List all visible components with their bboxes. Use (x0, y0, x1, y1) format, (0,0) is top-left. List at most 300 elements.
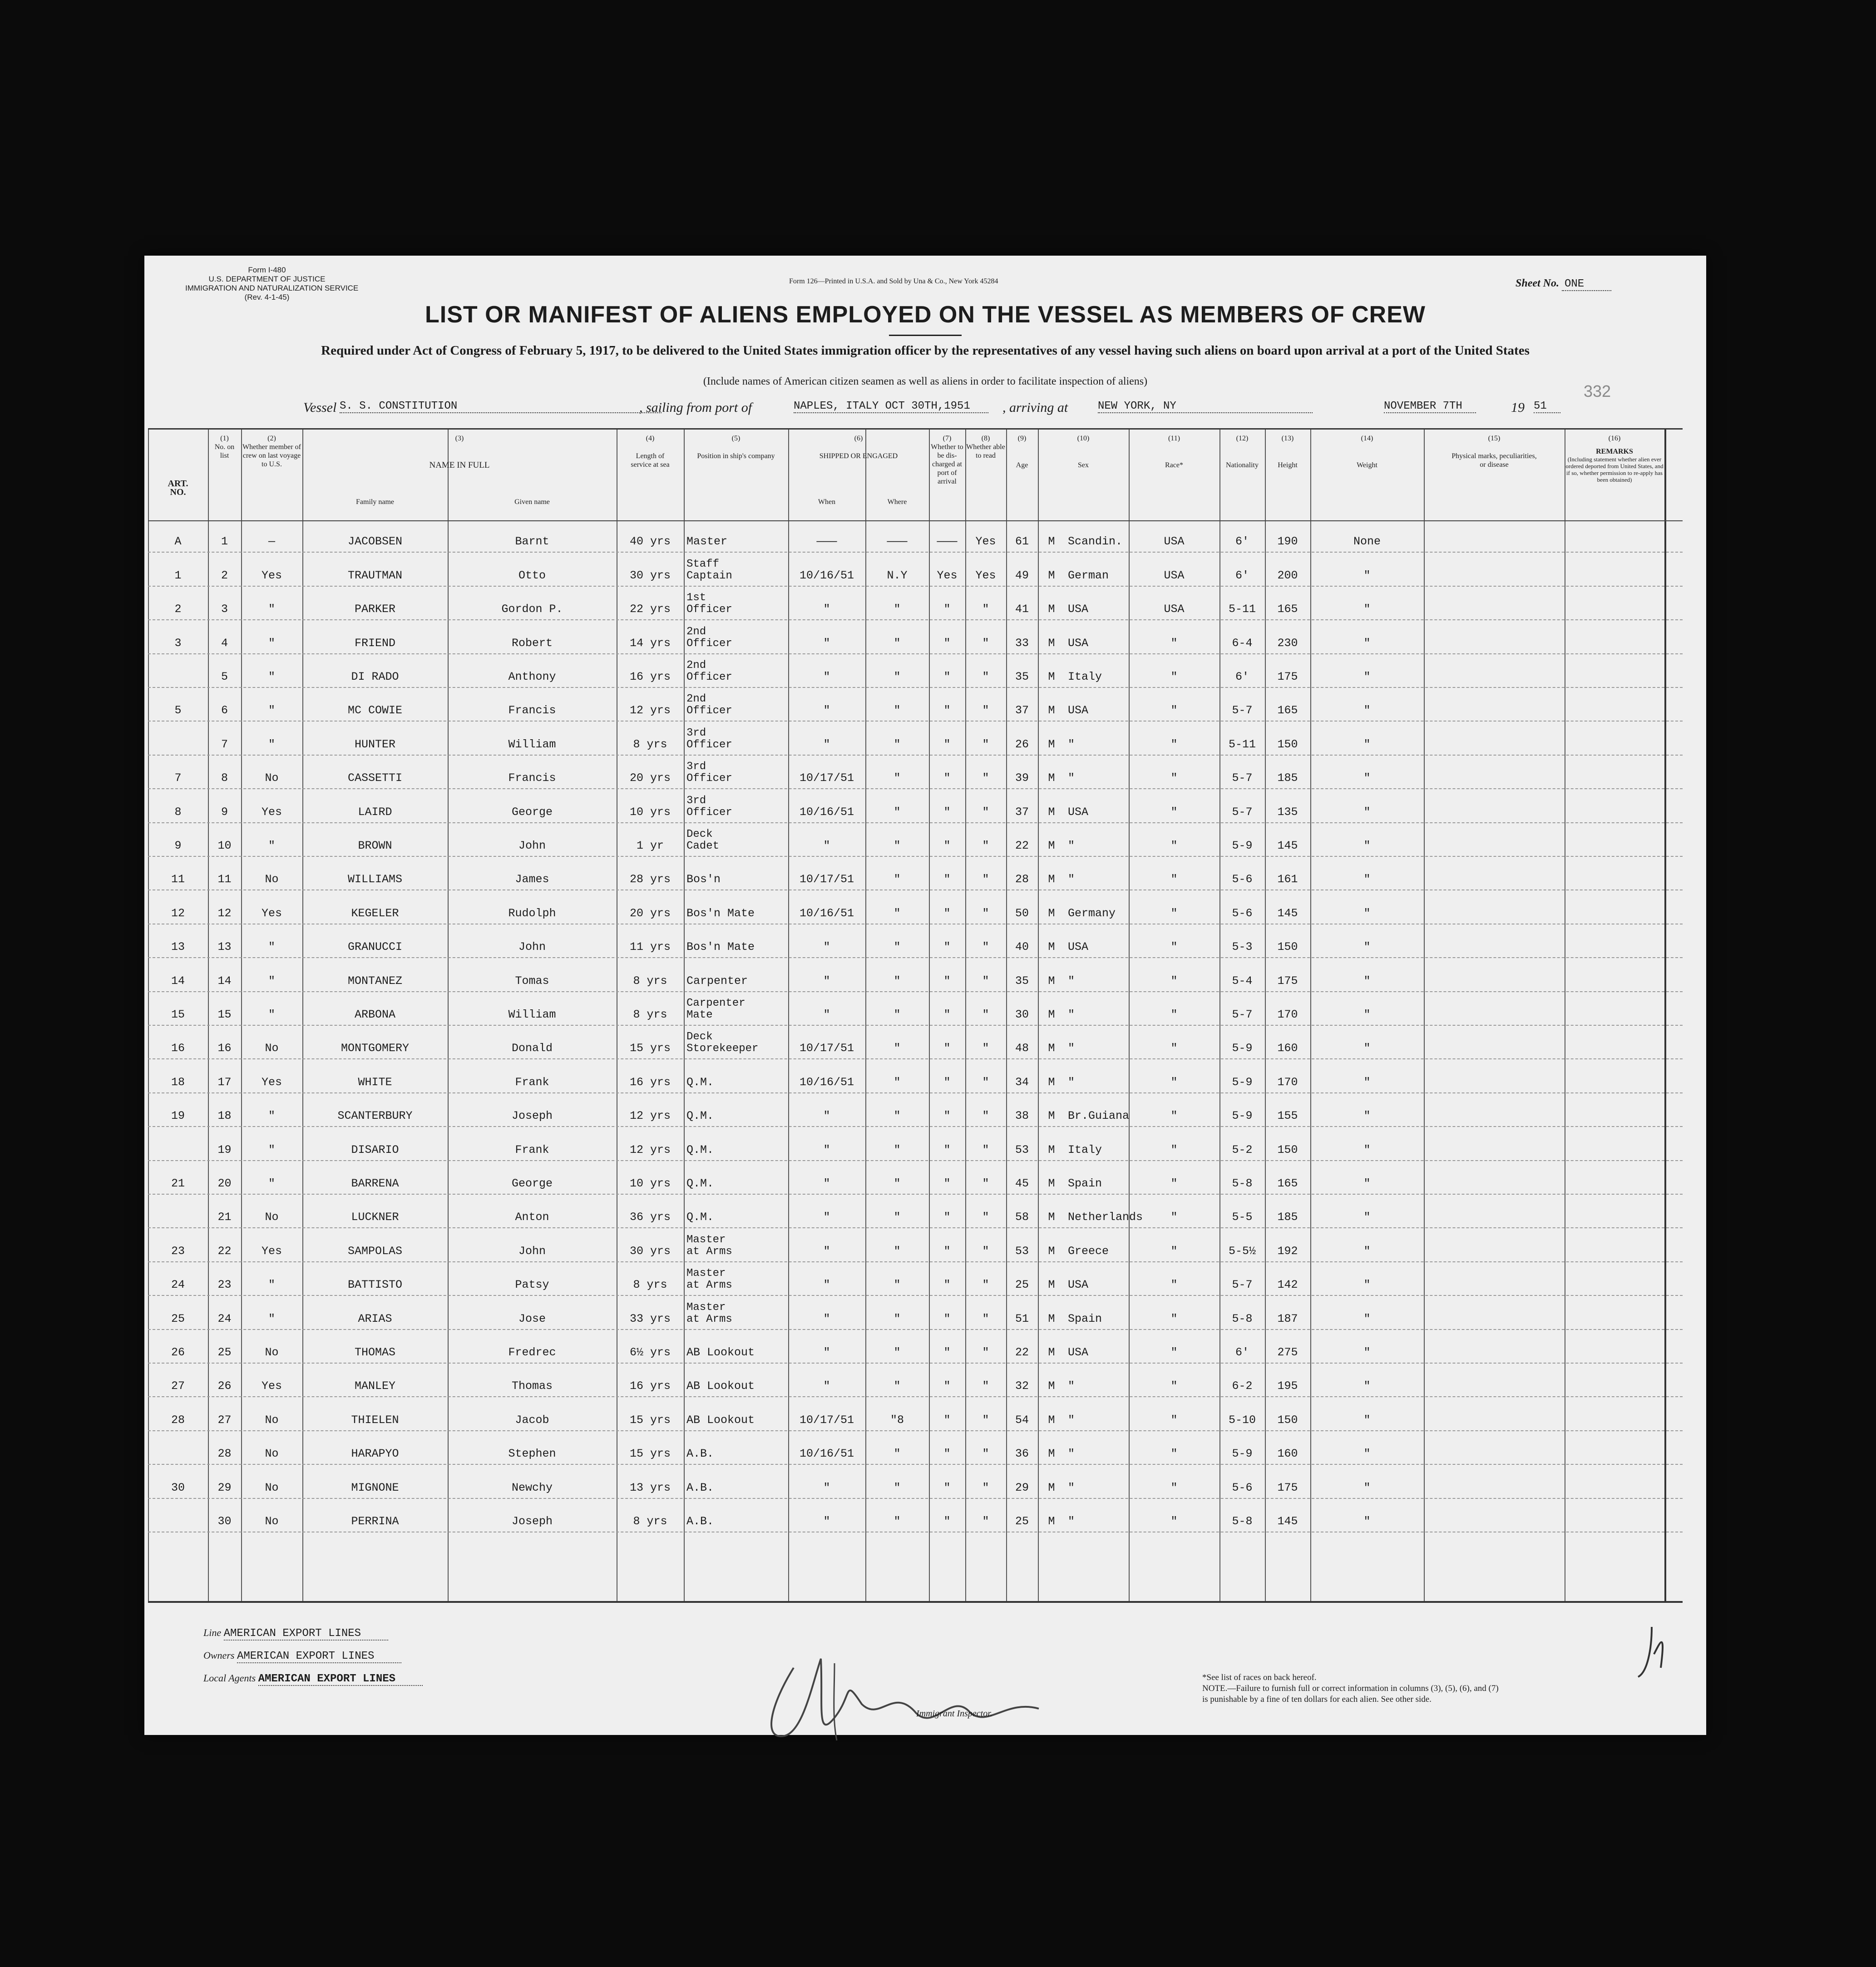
table-row (148, 1397, 1683, 1431)
table-row (148, 1431, 1683, 1465)
height-cell: 5-2 (1232, 1143, 1253, 1156)
column-title: SHIPPED OR ENGAGED (819, 452, 898, 460)
column-title: Race* (1165, 461, 1183, 469)
column-number: (2) (267, 435, 276, 442)
family-name-cell: TRAUTMAN (347, 568, 403, 582)
discharge-cell: " (943, 1143, 951, 1156)
requirement-text: Required under Act of Congress of February 5, 1917, to be delivered to the United States immigration officer by the representatives of any vessel having such aliens on board upon arrival at a port of the United States (321, 343, 1530, 358)
shipped-when-cell: " (823, 1278, 830, 1292)
header-list-no (208, 434, 241, 460)
column-number: (3) (455, 435, 464, 442)
nationality-cell: " (1170, 771, 1178, 785)
shipped-when-cell: " (823, 1514, 830, 1528)
list-no-cell: 3 (221, 603, 228, 616)
list-no-cell: 28 (217, 1447, 232, 1461)
position-cell: AB Lookout (686, 1413, 755, 1427)
service-cell: 30 yrs (629, 1244, 671, 1258)
position-cell: AB Lookout (686, 1379, 755, 1393)
nationality-cell: " (1170, 1278, 1178, 1292)
age-cell: 35 (1015, 670, 1029, 683)
physical-marks-cell: " (1363, 1514, 1371, 1528)
age-cell: 36 (1015, 1447, 1029, 1461)
last-voyage-cell: " (268, 636, 275, 650)
able-to-read-cell: " (982, 704, 989, 717)
given-name-cell: Stephen (508, 1447, 556, 1461)
arrival-port: NEW YORK, NY (1098, 400, 1313, 413)
family-name-cell: SCANTERBURY (337, 1109, 413, 1123)
form-number: Form I-480 (248, 266, 286, 274)
position-cell: A.B. (686, 1481, 714, 1494)
include-note: (Include names of American citizen seamen as well as aliens in order to facilitate inspection of aliens) (703, 376, 1148, 387)
sex-cell: M (1048, 737, 1055, 751)
family-name-cell: PARKER (354, 603, 395, 616)
discharge-cell: " (943, 1008, 951, 1021)
discharge-cell: " (943, 1312, 951, 1325)
race-cell: " (1068, 1481, 1075, 1494)
list-no-cell: 21 (217, 1211, 232, 1224)
given-name-cell: James (515, 873, 549, 886)
sex-cell: M (1048, 535, 1055, 549)
weight-cell: 187 (1277, 1312, 1298, 1325)
list-no-cell: 23 (217, 1278, 232, 1292)
year-prefix: 19 (1511, 400, 1525, 415)
weight-cell: 175 (1277, 974, 1298, 988)
discharge-cell: " (943, 771, 951, 785)
inspector-signature (744, 1650, 1052, 1750)
height-cell: 5-7 (1232, 1008, 1253, 1021)
weight-cell: 160 (1277, 1042, 1298, 1055)
last-voyage-cell: No (265, 1481, 279, 1494)
nationality-cell: " (1170, 704, 1178, 717)
given-name-cell: Rudolph (508, 906, 556, 920)
footer-note: *See list of races on back hereof. NOTE.—Failure to furnish full or correct information in columns (3), (5), (6), and (7) is punishable by a fine of ten dollars for each alien. See other side. (1202, 1673, 1499, 1704)
height-cell: 5-7 (1232, 704, 1253, 717)
service-cell: 40 yrs (629, 535, 671, 549)
given-name-cell: Patsy (515, 1278, 549, 1292)
header-service (617, 434, 684, 469)
discharge-cell: " (943, 1413, 951, 1427)
family-name-cell: ARBONA (354, 1008, 395, 1021)
art-no-cell: 24 (171, 1278, 185, 1292)
shipped-when-cell: " (823, 1143, 830, 1156)
shipped-when-cell: " (823, 737, 830, 751)
age-cell: 30 (1015, 1008, 1029, 1021)
shipped-when-cell: " (823, 1244, 830, 1258)
art-no-cell: 15 (171, 1008, 185, 1021)
column-number: (15) (1488, 435, 1501, 442)
column-title: Sex (1078, 461, 1089, 469)
position-cell: Deck Storekeeper (686, 1031, 759, 1055)
age-cell: 34 (1015, 1075, 1029, 1089)
discharge-cell: " (943, 1109, 951, 1123)
shipped-where-cell: " (894, 670, 901, 683)
height-cell: 5-9 (1232, 839, 1253, 852)
last-voyage-cell: No (265, 1413, 279, 1427)
race-cell: " (1068, 1379, 1075, 1393)
height-cell: 5-10 (1228, 1413, 1256, 1427)
weight-cell: 165 (1277, 603, 1298, 616)
physical-marks-cell: " (1363, 1278, 1371, 1292)
list-no-cell: 27 (217, 1413, 232, 1427)
list-no-cell: 22 (217, 1244, 232, 1258)
nationality-cell: " (1170, 1008, 1178, 1021)
service-cell: 12 yrs (629, 704, 671, 717)
height-cell: 5-11 (1228, 603, 1256, 616)
physical-marks-cell: " (1363, 974, 1371, 988)
column-number: (8) (981, 435, 990, 442)
race-cell: USA (1068, 704, 1089, 717)
given-name-cell: George (511, 1176, 553, 1190)
shipped-where-cell: " (894, 771, 901, 785)
service-cell: 28 yrs (629, 873, 671, 886)
last-voyage-cell: " (268, 940, 275, 954)
age-cell: 51 (1015, 1312, 1029, 1325)
able-to-read-cell: " (982, 1481, 989, 1494)
physical-marks-cell: " (1363, 1211, 1371, 1224)
list-no-cell: 1 (221, 535, 228, 549)
weight-cell: 170 (1277, 1075, 1298, 1089)
physical-marks-cell: None (1353, 535, 1381, 549)
physical-marks-cell: " (1363, 1143, 1371, 1156)
race-cell: " (1068, 737, 1075, 751)
age-cell: 33 (1015, 636, 1029, 650)
given-name-cell: Donald (511, 1042, 553, 1055)
column-number: (16) (1608, 435, 1621, 442)
family-name-cell: HARAPYO (351, 1447, 399, 1461)
shipped-when-cell: 10/16/51 (799, 1447, 854, 1461)
position-cell: Master (686, 535, 728, 549)
column-title: Whether to be dis-charged at port of arrival (931, 443, 963, 485)
race-cell: " (1068, 1514, 1075, 1528)
able-to-read-cell: " (982, 1042, 989, 1055)
last-voyage-cell: " (268, 974, 275, 988)
list-no-cell: 24 (217, 1312, 232, 1325)
column-number: (11) (1168, 435, 1180, 442)
sex-cell: M (1048, 1176, 1055, 1190)
able-to-read-cell: " (982, 1211, 989, 1224)
table-row (148, 553, 1683, 586)
weight-cell: 175 (1277, 1481, 1298, 1494)
physical-marks-cell: " (1363, 1075, 1371, 1089)
weight-cell: 150 (1277, 1143, 1298, 1156)
shipped-when-cell: 10/17/51 (799, 771, 854, 785)
header-family-name: Family name (356, 498, 394, 506)
weight-cell: 170 (1277, 1008, 1298, 1021)
service-cell: 13 yrs (629, 1481, 671, 1494)
sex-cell: M (1048, 1481, 1055, 1494)
agents-label: Local Agents (203, 1672, 256, 1684)
table-row (148, 1127, 1683, 1161)
discharge-cell: " (943, 1244, 951, 1258)
header-sex (1038, 434, 1129, 470)
family-name-cell: LUCKNER (351, 1211, 399, 1224)
art-no-cell: 25 (171, 1312, 185, 1325)
race-cell: USA (1068, 636, 1089, 650)
discharge-cell: " (943, 1075, 951, 1089)
family-name-cell: SAMPOLAS (347, 1244, 403, 1258)
sex-cell: M (1048, 906, 1055, 920)
nationality-cell: " (1170, 1075, 1178, 1089)
race-cell: " (1068, 1447, 1075, 1461)
last-voyage-cell: — (268, 535, 275, 549)
table-row (148, 1330, 1683, 1364)
sex-cell: M (1048, 1143, 1055, 1156)
shipped-where-cell: " (894, 1379, 901, 1393)
column-number: (5) (731, 435, 741, 442)
discharge-cell: ——— (937, 535, 958, 549)
weight-cell: 145 (1277, 1514, 1298, 1528)
shipped-where-cell: " (894, 805, 901, 819)
race-cell: German (1068, 568, 1109, 582)
height-cell: 6' (1235, 670, 1249, 683)
column-number: (10) (1077, 435, 1090, 442)
table-row (148, 587, 1683, 620)
table-row (148, 519, 1683, 553)
family-name-cell: BARRENA (351, 1176, 399, 1190)
art-no-cell: 30 (171, 1481, 185, 1494)
height-cell: 5-7 (1232, 1278, 1253, 1292)
shipped-where-cell: " (894, 704, 901, 717)
column-title: No. on list (214, 443, 235, 460)
list-no-cell: 20 (217, 1176, 232, 1190)
shipped-when-cell: " (823, 1312, 830, 1325)
race-cell: " (1068, 1413, 1075, 1427)
age-cell: 29 (1015, 1481, 1029, 1494)
height-cell: 5-8 (1232, 1312, 1253, 1325)
header-read (965, 434, 1006, 460)
able-to-read-cell: " (982, 1244, 989, 1258)
shipped-where-cell: " (894, 940, 901, 954)
discharge-cell: " (943, 670, 951, 683)
list-no-cell: 11 (217, 873, 232, 886)
height-cell: 6' (1235, 568, 1249, 582)
given-name-cell: Thomas (511, 1379, 553, 1393)
shipped-when-cell: " (823, 636, 830, 650)
header-discharge (929, 434, 965, 486)
able-to-read-cell: Yes (975, 568, 996, 582)
last-voyage-cell: No (265, 1447, 279, 1461)
shipped-where-cell: ——— (887, 535, 908, 549)
shipped-when-cell: " (823, 670, 830, 683)
position-cell: 3rd Officer (686, 727, 732, 751)
weight-cell: 150 (1277, 737, 1298, 751)
header-shipped (788, 434, 929, 460)
physical-marks-cell: " (1363, 568, 1371, 582)
given-name-cell: Otto (518, 568, 546, 582)
sheet-number (1516, 277, 1611, 290)
age-cell: 25 (1015, 1514, 1029, 1528)
sex-cell: M (1048, 1345, 1055, 1359)
column-title: Position in ship's company (697, 452, 775, 460)
title-underline (889, 335, 962, 336)
header-remarks (1565, 434, 1664, 483)
header-where: Where (887, 498, 907, 506)
list-no-cell: 16 (217, 1042, 232, 1055)
given-name-cell: George (511, 805, 553, 819)
shipped-where-cell: " (894, 906, 901, 920)
list-no-cell: 4 (221, 636, 228, 650)
position-cell: Master at Arms (686, 1267, 732, 1292)
nationality-cell: " (1170, 974, 1178, 988)
shipped-where-cell: " (894, 1447, 901, 1461)
header-name (302, 434, 617, 470)
race-cell: USA (1068, 940, 1089, 954)
list-no-cell: 17 (217, 1075, 232, 1089)
table-row (148, 1161, 1683, 1195)
given-name-cell: William (508, 1008, 556, 1021)
shipped-where-cell: " (894, 1211, 901, 1224)
shipped-when-cell: " (823, 940, 830, 954)
art-no-cell: 26 (171, 1345, 185, 1359)
position-cell: Q.M. (686, 1075, 714, 1089)
family-name-cell: FRIEND (354, 636, 395, 650)
age-cell: 25 (1015, 1278, 1029, 1292)
sex-cell: M (1048, 670, 1055, 683)
art-no-cell: 5 (174, 704, 182, 717)
sex-cell: M (1048, 839, 1055, 852)
physical-marks-cell: " (1363, 1413, 1371, 1427)
weight-cell: 230 (1277, 636, 1298, 650)
weight-cell: 150 (1277, 1413, 1298, 1427)
physical-marks-cell: " (1363, 940, 1371, 954)
agents-value: AMERICAN EXPORT LINES (258, 1673, 423, 1686)
discharge-cell: " (943, 636, 951, 650)
shipped-when-cell: 10/16/51 (799, 1075, 854, 1089)
header-age (1006, 434, 1038, 470)
weight-cell: 150 (1277, 940, 1298, 954)
height-cell: 5-5½ (1228, 1244, 1256, 1258)
given-name-cell: Fredrec (508, 1345, 556, 1359)
shipped-when-cell: " (823, 1008, 830, 1021)
able-to-read-cell: Yes (975, 535, 996, 549)
year-suffix: 51 (1534, 400, 1560, 413)
arrival-date: NOVEMBER 7TH (1384, 400, 1476, 413)
shipped-where-cell: " (894, 1075, 901, 1089)
family-name-cell: MONTANEZ (347, 974, 403, 988)
sex-cell: M (1048, 1278, 1055, 1292)
physical-marks-cell: " (1363, 1345, 1371, 1359)
service-cell: 33 yrs (629, 1312, 671, 1325)
last-voyage-cell: Yes (261, 1244, 282, 1258)
discharge-cell: " (943, 1211, 951, 1224)
column-note: (Including statement whether alien ever ordered deported from United States, and if so, whether permission to re-apply has been obtained) (1565, 456, 1664, 483)
height-cell: 5-6 (1232, 906, 1253, 920)
given-name-cell: Barnt (515, 535, 549, 549)
table-row (148, 1296, 1683, 1329)
position-cell: A.B. (686, 1447, 714, 1461)
header-nationality (1219, 434, 1265, 470)
discharge-cell: " (943, 1176, 951, 1190)
header-art-no: ART. NO. (168, 479, 188, 497)
sex-cell: M (1048, 873, 1055, 886)
nationality-cell: " (1170, 940, 1178, 954)
shipped-where-cell: " (894, 974, 901, 988)
header-race (1129, 434, 1219, 470)
discharge-cell: " (943, 1514, 951, 1528)
nationality-cell: " (1170, 670, 1178, 683)
list-no-cell: 2 (221, 568, 228, 582)
table-row (148, 722, 1683, 755)
sex-cell: M (1048, 1211, 1055, 1224)
column-title: Physical marks, peculiarities, or disease (1451, 452, 1537, 469)
shipped-when-cell: 10/16/51 (799, 805, 854, 819)
header-last-voyage (241, 434, 302, 469)
last-voyage-cell: " (268, 1143, 275, 1156)
able-to-read-cell: " (982, 1008, 989, 1021)
race-cell: " (1068, 839, 1075, 852)
line-label: Line (203, 1627, 222, 1638)
list-no-cell: 10 (217, 839, 232, 852)
shipped-when-cell: " (823, 974, 830, 988)
list-no-cell: 26 (217, 1379, 232, 1393)
race-cell: USA (1068, 1345, 1089, 1359)
inspector-label: Immigrant Inspector. (916, 1709, 992, 1719)
last-voyage-cell: No (265, 1514, 279, 1528)
shipped-where-cell: " (894, 636, 901, 650)
height-cell: 5-9 (1232, 1447, 1253, 1461)
last-voyage-cell: Yes (261, 906, 282, 920)
nationality-cell: " (1170, 1447, 1178, 1461)
weight-cell: 145 (1277, 839, 1298, 852)
column-number: (1) (220, 435, 229, 442)
service-cell: 20 yrs (629, 906, 671, 920)
position-cell: Q.M. (686, 1176, 714, 1190)
header-position (684, 434, 788, 460)
manifest-sheet (144, 256, 1706, 1735)
able-to-read-cell: " (982, 636, 989, 650)
shipped-when-cell: " (823, 704, 830, 717)
weight-cell: 160 (1277, 1447, 1298, 1461)
race-cell: Italy (1068, 670, 1102, 683)
discharge-cell: " (943, 1278, 951, 1292)
column-number: (9) (1017, 435, 1027, 442)
nationality-cell: " (1170, 1481, 1178, 1494)
shipped-where-cell: " (894, 1042, 901, 1055)
column-number: (13) (1281, 435, 1294, 442)
discharge-cell: " (943, 1345, 951, 1359)
weight-cell: 185 (1277, 1211, 1298, 1224)
art-no-cell: 2 (174, 603, 182, 616)
sheet-label: Sheet No. (1516, 277, 1559, 289)
sex-cell: M (1048, 805, 1055, 819)
height-cell: 5-11 (1228, 737, 1256, 751)
sex-cell: M (1048, 1413, 1055, 1427)
service-cell: 15 yrs (629, 1413, 671, 1427)
shipped-where-cell: " (894, 1514, 901, 1528)
column-title: Height (1278, 461, 1298, 469)
able-to-read-cell: " (982, 873, 989, 886)
position-cell: 2nd Officer (686, 625, 732, 650)
weight-cell: 275 (1277, 1345, 1298, 1359)
race-cell: Br.Guiana (1068, 1109, 1130, 1123)
given-name-cell: Joseph (511, 1109, 553, 1123)
shipped-where-cell: "8 (890, 1413, 904, 1427)
weight-cell: 190 (1277, 535, 1298, 549)
service-cell: 12 yrs (629, 1143, 671, 1156)
nationality-cell: " (1170, 1413, 1178, 1427)
table-row (148, 958, 1683, 992)
family-name-cell: JACOBSEN (347, 535, 403, 549)
position-cell: Carpenter (686, 974, 748, 988)
service-cell: 36 yrs (629, 1211, 671, 1224)
physical-marks-cell: " (1363, 670, 1371, 683)
last-voyage-cell: Yes (261, 1379, 282, 1393)
family-name-cell: PERRINA (351, 1514, 399, 1528)
last-voyage-cell: No (265, 1042, 279, 1055)
family-name-cell: DISARIO (351, 1143, 399, 1156)
given-name-cell: Newchy (511, 1481, 553, 1494)
age-cell: 38 (1015, 1109, 1029, 1123)
